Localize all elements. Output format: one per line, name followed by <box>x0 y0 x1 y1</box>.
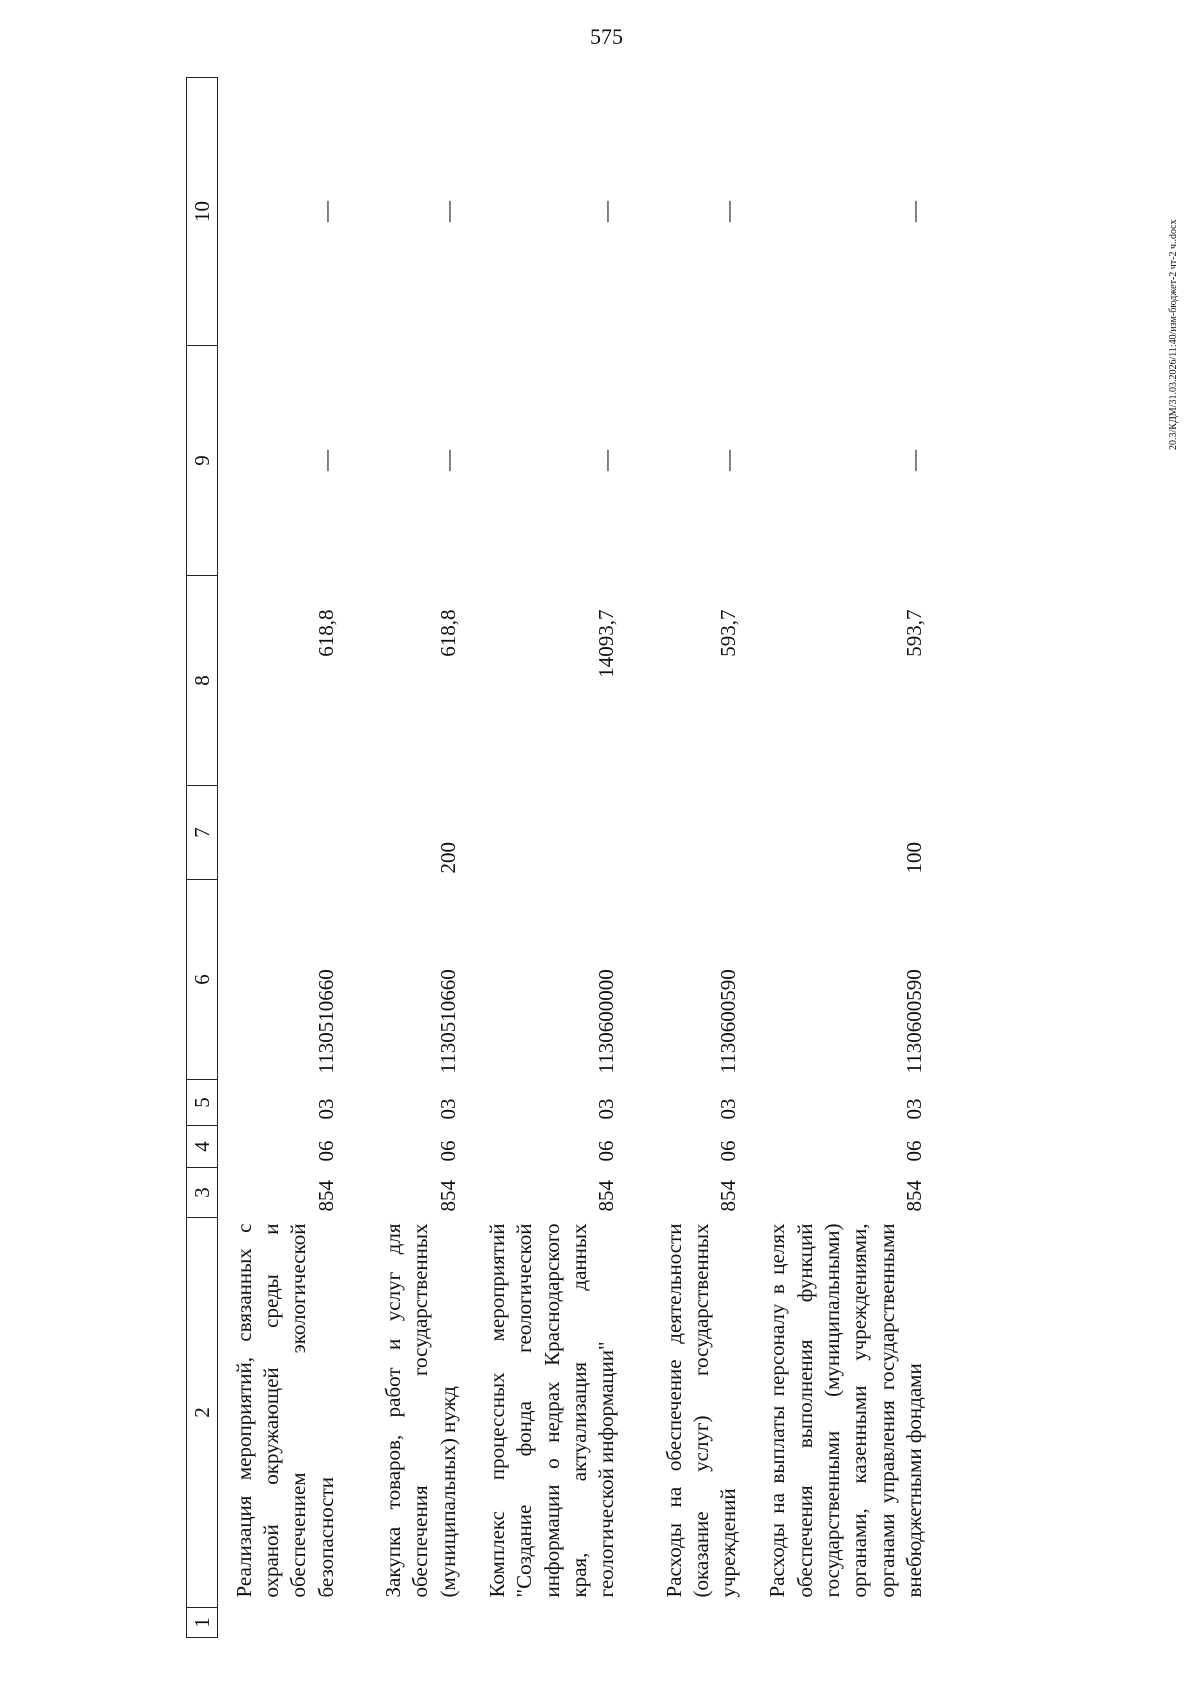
cell-name: Расходы на выплаты персоналу в целях обеспечения выполнения функций государственными (муниципальными) органами, казенными учреждениями, органами управления государственными внебюджетными фондами <box>765 1223 926 1598</box>
cell-c4: 06 <box>716 1140 741 1162</box>
cell-c3: 854 <box>901 1180 926 1212</box>
table-header-row <box>187 78 218 1638</box>
cell-c4: 06 <box>435 1140 460 1162</box>
column-header: 1 <box>187 1608 218 1638</box>
column-header: 9 <box>187 346 218 576</box>
cell-c6: 1130510660 <box>435 969 460 1074</box>
cell-c5: 03 <box>594 1098 619 1120</box>
cell-c4: 06 <box>313 1140 338 1162</box>
budget-table <box>186 77 934 1638</box>
cell-num <box>480 1608 638 1638</box>
cell-c5: 03 <box>313 1098 338 1120</box>
cell-c9: — <box>313 450 338 471</box>
cell-name: Реализация мероприятий, связанных с охраной окружающей среды и обеспечением экологической безопасности <box>231 1223 338 1598</box>
cell-c7: 100 <box>901 842 926 874</box>
cell-c3: 854 <box>313 1180 338 1212</box>
cell-c6: 1130600590 <box>901 969 926 1074</box>
cell-c7 <box>638 786 760 880</box>
cell-c9: — <box>594 450 619 471</box>
cell-c6: 1130600000 <box>594 969 619 1074</box>
cell-num <box>760 1608 934 1638</box>
column-header: 8 <box>187 576 218 786</box>
cell-c7 <box>218 786 359 880</box>
column-header: 7 <box>187 786 218 880</box>
table-row <box>760 78 934 1638</box>
page-number: 575 <box>590 24 623 49</box>
cell-c9: — <box>901 450 926 471</box>
cell-c10: — <box>435 201 460 222</box>
column-header: 2 <box>187 1218 218 1608</box>
cell-c8: 593,7 <box>901 609 926 657</box>
cell-name: Закупка товаров, работ и услуг для обеспечения государственных (муниципальных) нужд <box>381 1223 460 1598</box>
cell-c5: 03 <box>716 1098 741 1120</box>
cell-c10: — <box>901 201 926 222</box>
cell-c6: 1130600590 <box>716 969 741 1074</box>
cell-c3: 854 <box>716 1180 741 1212</box>
cell-c8: 618,8 <box>313 609 338 657</box>
cell-c6: 1130510660 <box>313 969 338 1074</box>
rotated-table-container <box>186 78 1096 1638</box>
cell-c9: — <box>716 450 741 471</box>
cell-name: Расходы на обеспечение деятельности (оказание услуг) государственных учреждений <box>661 1223 741 1598</box>
cell-name: Комплекс процессных мероприятий "Создание фонда геологической информации о недрах Краснодарского края, актуализация данных геологической информации" <box>485 1223 619 1598</box>
cell-c5: 03 <box>435 1098 460 1120</box>
column-header: 4 <box>187 1126 218 1168</box>
cell-num <box>638 1608 760 1638</box>
table-row <box>638 78 760 1638</box>
cell-c3: 854 <box>594 1180 619 1212</box>
cell-c7 <box>480 786 638 880</box>
cell-c10: — <box>716 201 741 222</box>
table-row <box>480 78 638 1638</box>
cell-c8: 593,7 <box>716 609 741 657</box>
column-header: 6 <box>187 880 218 1080</box>
cell-c9: — <box>435 450 460 471</box>
cell-c7: 200 <box>435 842 460 874</box>
cell-c10: — <box>594 201 619 222</box>
cell-c8: 14093,7 <box>594 609 619 678</box>
table-row <box>358 78 480 1638</box>
cell-c8: 618,8 <box>435 609 460 657</box>
cell-num <box>218 1608 359 1638</box>
table-row <box>218 78 359 1638</box>
cell-c10: — <box>313 201 338 222</box>
column-header: 10 <box>187 78 218 346</box>
column-header: 3 <box>187 1168 218 1218</box>
cell-c4: 06 <box>594 1140 619 1162</box>
column-header: 5 <box>187 1080 218 1126</box>
cell-c3: 854 <box>435 1180 460 1212</box>
cell-num <box>358 1608 480 1638</box>
cell-c4: 06 <box>901 1140 926 1162</box>
cell-c5: 03 <box>901 1098 926 1120</box>
